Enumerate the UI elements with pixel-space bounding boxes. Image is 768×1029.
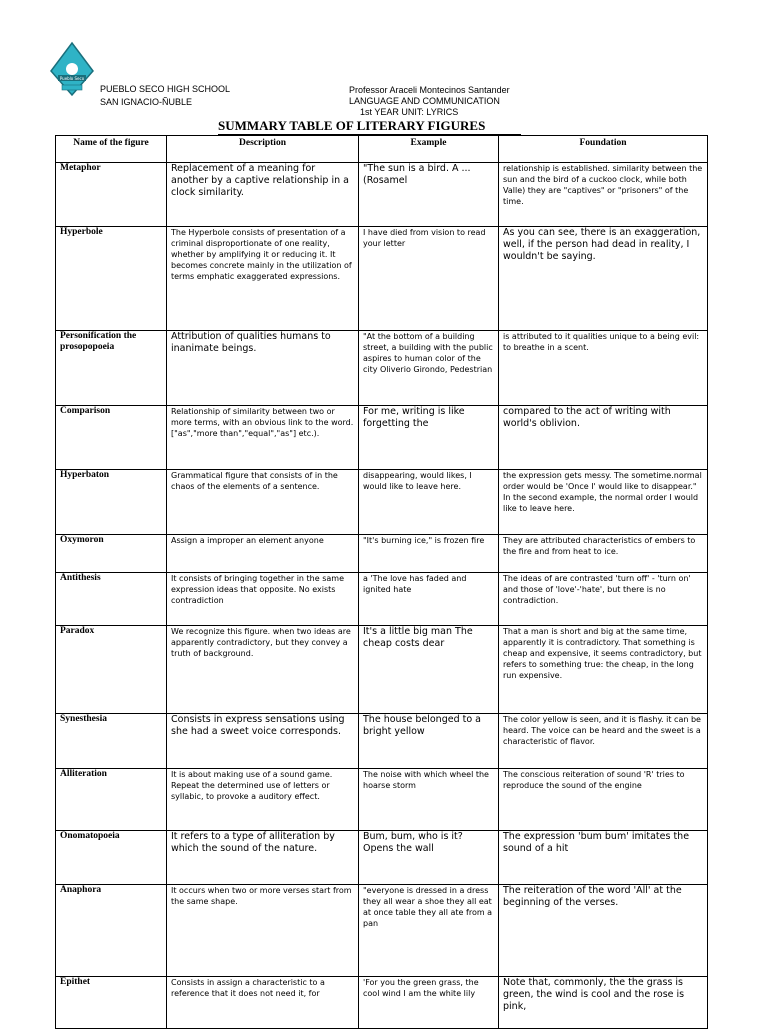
table-row — [56, 573, 708, 626]
star-icon — [66, 63, 78, 75]
course-name: LANGUAGE AND COMMUNICATION — [349, 96, 500, 106]
table-row — [56, 406, 708, 470]
table-row — [56, 885, 708, 977]
table-row — [56, 535, 708, 573]
figure-example: Bum, bum, who is it? Opens the wall — [359, 831, 499, 885]
figure-example: "At the bottom of a building street, a building with the public aspires to human color of the city Oliverio Girondo, Pedestrian — [359, 331, 499, 406]
figure-description: Assign a improper an element anyone — [167, 535, 359, 573]
figure-foundation: The ideas of are contrasted 'turn off' - 'turn on' and those of 'love'-'hate', but there is no contradiction. — [499, 573, 708, 626]
figure-name: Synesthesia — [56, 714, 167, 769]
figure-name: Personification the prosopopoeia — [56, 331, 167, 406]
unit-name: 1st YEAR UNIT: LYRICS — [360, 107, 459, 117]
column-header-foundation: Foundation — [499, 136, 708, 163]
professor-name: Professor Araceli Montecinos Santander — [349, 85, 510, 95]
school-name: PUEBLO SECO HIGH SCHOOL — [100, 84, 231, 94]
figure-description: Attribution of qualities humans to inanimate beings. — [167, 331, 359, 406]
table-row — [56, 977, 708, 1029]
figure-foundation: The conscious reiteration of sound 'R' tries to reproduce the sound of the engine — [499, 769, 708, 831]
figure-name: Paradox — [56, 626, 167, 714]
figure-foundation: As you can see, there is an exaggeration, well, if the person had dead in reality, I wouldn't be saying. — [499, 227, 708, 331]
table-row — [56, 227, 708, 331]
table-row — [56, 714, 708, 769]
figure-name: Hyperbaton — [56, 470, 167, 535]
figure-foundation: is attributed to it qualities unique to a being evil: to breathe in a scent. — [499, 331, 708, 406]
figure-foundation: compared to the act of writing with world's oblivion. — [499, 406, 708, 470]
figure-foundation: The expression 'bum bum' imitates the sound of a hit — [499, 831, 708, 885]
figure-example: "The sun is a bird. A ... (Rosamel — [359, 163, 499, 227]
table-row — [56, 470, 708, 535]
figure-foundation: Note that, commonly, the the grass is green, the wind is cool and the rose is pink, — [499, 977, 708, 1029]
figure-example: The noise with which wheel the hoarse storm — [359, 769, 499, 831]
figure-description: We recognize this figure. when two ideas are apparently contradictory, but they convey a truth of background. — [167, 626, 359, 714]
figure-foundation: They are attributed characteristics of embers to the fire and from heat to ice. — [499, 535, 708, 573]
school-city: SAN IGNACIO-ÑUBLE — [100, 97, 193, 107]
figure-description: Consists in express sensations using she had a sweet voice corresponds. — [167, 714, 359, 769]
figure-name: Anaphora — [56, 885, 167, 977]
figure-description: Grammatical figure that consists of in the chaos of the elements of a sentence. — [167, 470, 359, 535]
school-logo — [49, 41, 95, 97]
figure-foundation: The color yellow is seen, and it is flashy. it can be heard. The voice can be heard and the sweet is a characteristic of flavor. — [499, 714, 708, 769]
figure-foundation: The reiteration of the word 'All' at the beginning of the verses. — [499, 885, 708, 977]
logo-text: Pueblo Seco — [59, 76, 85, 81]
figure-description: It refers to a type of alliteration by which the sound of the nature. — [167, 831, 359, 885]
figure-foundation: relationship is established. similarity between the sun and the bird of a cuckoo clock, while both Valle) they are "captives" or "prisoners" of the time. — [499, 163, 708, 227]
table-row — [56, 831, 708, 885]
figure-description: Consists in assign a characteristic to a reference that it does not need it, for — [167, 977, 359, 1029]
figure-example: disappearing, would likes, I would like to leave here. — [359, 470, 499, 535]
figure-name: Epithet — [56, 977, 167, 1029]
figure-example: "everyone is dressed in a dress they all wear a shoe they all eat at once table they all ate from a pan — [359, 885, 499, 977]
figure-name: Hyperbole — [56, 227, 167, 331]
figure-description: It occurs when two or more verses start from the same shape. — [167, 885, 359, 977]
figure-foundation: That a man is short and big at the same time, apparently it is contradictory. That something is cheap and expensive, it seems contradictory, but refers to something true: the cheap, in the long run expensive. — [499, 626, 708, 714]
table-row — [56, 769, 708, 831]
table-row — [56, 331, 708, 406]
figure-description: Replacement of a meaning for another by a captive relationship in a clock similarity. — [167, 163, 359, 227]
figure-description: The Hyperbole consists of presentation of a criminal disproportionate of one reality, whether by amplifying it or reducing it. It becomes concrete mainly in the utilization of terms emphatic exaggerated expressions. — [167, 227, 359, 331]
figure-description: It is about making use of a sound game. Repeat the determined use of letters or syllabic, to provoke a auditory effect. — [167, 769, 359, 831]
figure-foundation: the expression gets messy. The sometime.normal order would be 'Once I' would like to disappear." In the second example, the normal order I would like to leave here. — [499, 470, 708, 535]
figure-example: The house belonged to a bright yellow — [359, 714, 499, 769]
figure-name: Antithesis — [56, 573, 167, 626]
table-row — [56, 163, 708, 227]
literary-figures-table — [55, 135, 708, 1029]
figure-example: For me, writing is like forgetting the — [359, 406, 499, 470]
figure-name: Alliteration — [56, 769, 167, 831]
figure-example: I have died from vision to read your letter — [359, 227, 499, 331]
figure-description: It consists of bringing together in the same expression ideas that opposite. No exists contradiction — [167, 573, 359, 626]
figure-example: 'For you the green grass, the cool wind I am the white lily — [359, 977, 499, 1029]
column-header-name: Name of the figure — [56, 136, 167, 163]
figure-example: "It's burning ice," is frozen fire — [359, 535, 499, 573]
figure-name: Oxymoron — [56, 535, 167, 573]
page-title: SUMMARY TABLE OF LITERARY FIGURES — [218, 118, 521, 135]
figure-name: Comparison — [56, 406, 167, 470]
table-row — [56, 626, 708, 714]
column-header-example: Example — [359, 136, 499, 163]
table-header-row — [56, 136, 708, 163]
column-header-description: Description — [167, 136, 359, 163]
figure-example: a 'The love has faded and ignited hate — [359, 573, 499, 626]
figure-name: Onomatopoeia — [56, 831, 167, 885]
figure-example: It's a little big man The cheap costs dear — [359, 626, 499, 714]
figure-name: Metaphor — [56, 163, 167, 227]
figure-description: Relationship of similarity between two or more terms, with an obvious link to the word. ["as","more than","equal","as"] etc.). — [167, 406, 359, 470]
